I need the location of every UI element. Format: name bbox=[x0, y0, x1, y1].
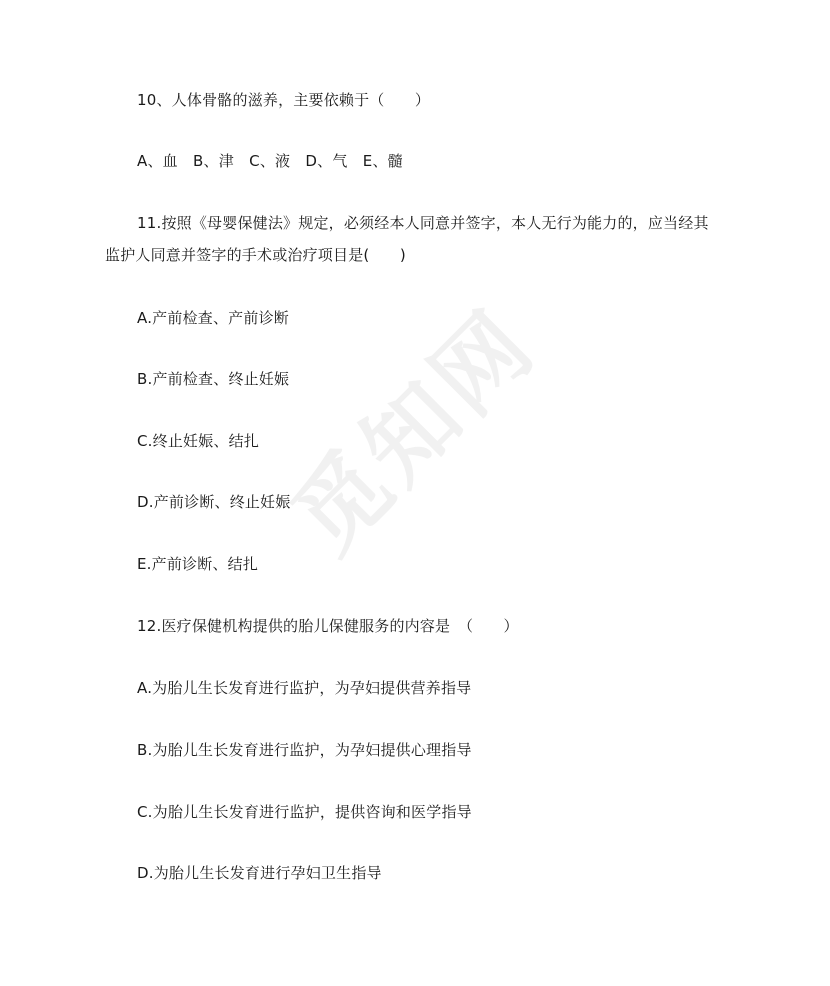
question-12-option-c: C.为胎儿生长发育进行监护，提供咨询和医学指导 bbox=[137, 803, 472, 821]
question-12-option-b: B.为胎儿生长发育进行监护，为孕妇提供心理指导 bbox=[137, 741, 472, 759]
question-11-stem-line-1: 11.按照《母婴保健法》规定，必须经本人同意并签字，本人无行为能力的，应当经其 bbox=[137, 214, 709, 232]
question-11-option-c: C.终止妊娠、结扎 bbox=[137, 432, 260, 450]
question-11-stem-line-2: 监护人同意并签字的手术或治疗项目是( ) bbox=[105, 246, 406, 264]
question-11-option-a: A.产前检查、产前诊断 bbox=[137, 309, 289, 327]
question-11-option-d: D.产前诊断、终止妊娠 bbox=[137, 493, 291, 511]
question-12-option-d: D.为胎儿生长发育进行孕妇卫生指导 bbox=[137, 864, 382, 882]
question-12-stem: 12.医疗保健机构提供的胎儿保健服务的内容是 （ ） bbox=[137, 617, 519, 635]
question-11-option-b: B.产前检查、终止妊娠 bbox=[137, 370, 290, 388]
question-11-option-e: E.产前诊断、结扎 bbox=[137, 555, 259, 573]
question-12-option-a: A.为胎儿生长发育进行监护，为孕妇提供营养指导 bbox=[137, 679, 472, 697]
question-10-options: A、血 B、津 C、液 D、气 E、髓 bbox=[137, 152, 403, 170]
question-10-stem: 10、人体骨骼的滋养，主要依赖于（ ） bbox=[137, 91, 431, 109]
watermark: 觅知网 bbox=[272, 289, 557, 574]
